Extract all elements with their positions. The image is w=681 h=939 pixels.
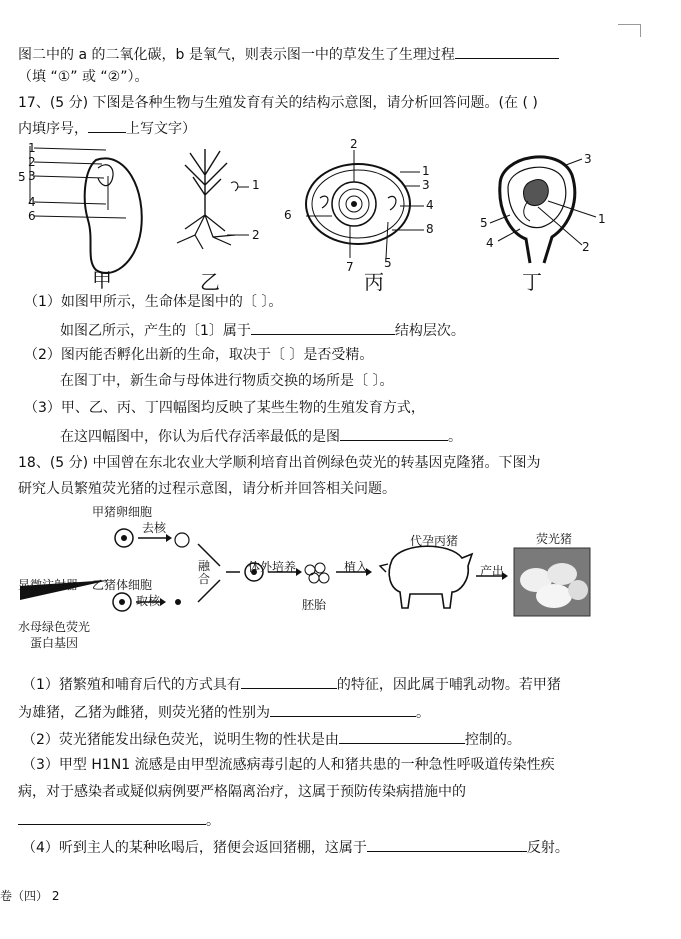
q18-p3a: （3）甲型 H1N1 流感是由甲型流感病毒引起的人和猪共患的一种急性呼吸道传染性疾 <box>22 757 555 773</box>
figure-label-ding: 丁 <box>522 270 542 294</box>
bing-label-1: 1 <box>422 164 430 178</box>
bing-label-5: 5 <box>384 256 392 270</box>
page-footer: 卷（四） 2 <box>0 889 60 903</box>
q18-p3c-end: 。 <box>206 813 220 829</box>
q18-p1a-pre: （1）猪繁殖和哺育后代的方式具有 <box>22 677 241 693</box>
diagram-fluorescent-pig: 荧光猪 <box>536 532 573 546</box>
yi-label-1: 1 <box>252 178 260 192</box>
answer-blank[interactable] <box>455 44 559 59</box>
diagram-birth: 产出 <box>480 564 505 578</box>
q18-p3b: 病，对于感染者或疑似病例要严格隔离治疗，这属于预防传染病措施中的 <box>18 784 466 800</box>
answer-blank[interactable] <box>18 810 206 825</box>
figure-label-jia: 甲 <box>92 268 112 292</box>
diagram-fusion: 融合 <box>198 559 211 586</box>
diagram-microinjector: 显微注射器 <box>18 578 79 592</box>
q18-p1a <box>22 674 561 694</box>
jia-label-3: 3 <box>28 169 36 183</box>
diagram-gene-line-1: 水母绿色荧光 <box>18 620 91 634</box>
q17-p1a: （1）如图甲所示，生命体是图中的〔 〕。 <box>24 294 283 310</box>
q18-p1b-post: 。 <box>416 705 430 721</box>
q17-p2b: 在图丁中，新生命与母体进行物质交换的场所是〔 〕。 <box>60 373 394 389</box>
diagram-remove-nucleus: 去核 <box>142 521 167 535</box>
diagram-take-nucleus: 取核 <box>136 594 161 608</box>
bing-label-7: 7 <box>346 260 354 274</box>
q18-p2 <box>22 729 521 749</box>
q18-p1a-post: 的特征，因此属于哺乳动物。若甲猪 <box>336 677 561 693</box>
q17-p2a: （2）图丙能否孵化出新的生命，取决于〔 〕是否受精。 <box>24 347 374 363</box>
jia-label-4: 4 <box>28 195 36 209</box>
intro-text-1: 图二中的 a 的二氧化碳，b 是氧气，则表示图一中的草发生了生理过程 <box>18 47 455 63</box>
diagram-yi-body-cell: 乙猪体细胞 <box>92 578 153 592</box>
q18-p3c <box>18 810 220 830</box>
q17-p1b-pre: 如图乙所示，产生的〔1〕属于 <box>60 323 251 339</box>
figure-label-bing: 丙 <box>364 270 384 294</box>
figure-label-yi: 乙 <box>200 270 220 294</box>
q18-p4-pre: （4）听到主人的某种吆喝后，猪便会返回猪棚，这属于 <box>22 840 367 856</box>
answer-blank[interactable] <box>241 674 337 689</box>
q17-title-line-2 <box>18 118 196 138</box>
intro-line-2: （填 “①” 或 “②”）。 <box>18 69 149 85</box>
q18-p2-pre: （2）荧光猪能发出绿色荧光，说明生物的性状是由 <box>22 732 339 748</box>
ding-label-3: 3 <box>584 152 592 166</box>
answer-blank[interactable] <box>251 320 395 335</box>
diagram-surrogate: 代孕丙猪 <box>410 534 459 548</box>
bing-label-3: 3 <box>422 178 430 192</box>
q17-title2-b: 上写文字） <box>126 121 196 137</box>
q17-title2-a: 内填序号， <box>18 121 88 137</box>
bing-label-8: 8 <box>426 222 434 236</box>
page-corner-mark <box>618 24 641 37</box>
jia-label-1: 1 <box>28 141 36 155</box>
answer-blank[interactable] <box>340 426 448 441</box>
figure-yi-plant <box>165 145 275 260</box>
figure-jia-seed <box>16 140 156 290</box>
q18-p1b-pre: 为雄猪，乙猪为雌猪，则荧光猪的性别为 <box>18 705 270 721</box>
q17-p3b <box>60 426 462 446</box>
q18-process-diagram <box>14 500 604 650</box>
q17-p1b <box>60 320 465 340</box>
ding-label-2: 2 <box>582 240 590 254</box>
q18-p4 <box>22 837 569 857</box>
q18-p1b <box>18 702 430 722</box>
ding-label-5: 5 <box>480 216 488 230</box>
yi-label-2: 2 <box>252 228 260 242</box>
diagram-culture: 体外培养 <box>248 560 297 574</box>
answer-blank[interactable] <box>88 118 126 133</box>
answer-blank[interactable] <box>339 729 465 744</box>
answer-blank[interactable] <box>367 837 527 852</box>
q17-p3a: （3）甲、乙、丙、丁四幅图均反映了某些生物的生殖发育方式， <box>24 400 425 416</box>
intro-line-1 <box>18 44 559 64</box>
bing-label-4: 4 <box>426 198 434 212</box>
q17-p3b-post: 。 <box>448 429 462 445</box>
jia-label-2: 2 <box>28 155 36 169</box>
jia-label-5: 5 <box>18 170 26 184</box>
jia-label-6: 6 <box>28 209 36 223</box>
q18-p4-post: 反射。 <box>526 840 569 856</box>
q17-title: 17、(5 分) 下图是各种生物与生殖发育有关的结构示意图，请分析回答问题。(在 ( ) <box>18 95 538 111</box>
bing-label-6: 6 <box>284 208 292 222</box>
diagram-jia-egg: 甲猪卵细胞 <box>92 505 153 519</box>
ding-label-1: 1 <box>598 212 606 226</box>
q18-title-1: 18、(5 分) 中国曾在东北农业大学顺利培育出首例绿色荧光的转基因克隆猪。下图为 <box>18 455 541 471</box>
answer-blank[interactable] <box>270 702 416 717</box>
ding-label-4: 4 <box>486 236 494 250</box>
q18-title-2: 研究人员繁殖荧光猪的过程示意图，请分析并回答相关问题。 <box>18 481 396 497</box>
diagram-embryo: 胚胎 <box>302 598 327 612</box>
bing-label-2: 2 <box>350 137 358 151</box>
diagram-implant: 植入 <box>344 560 369 574</box>
q17-p3b-pre: 在这四幅图中，你认为后代存活率最低的是图 <box>60 429 340 445</box>
diagram-gene-line-2: 蛋白基因 <box>30 636 79 650</box>
q18-p2-post: 控制的。 <box>464 732 521 748</box>
q17-p1b-post: 结构层次。 <box>394 323 465 339</box>
